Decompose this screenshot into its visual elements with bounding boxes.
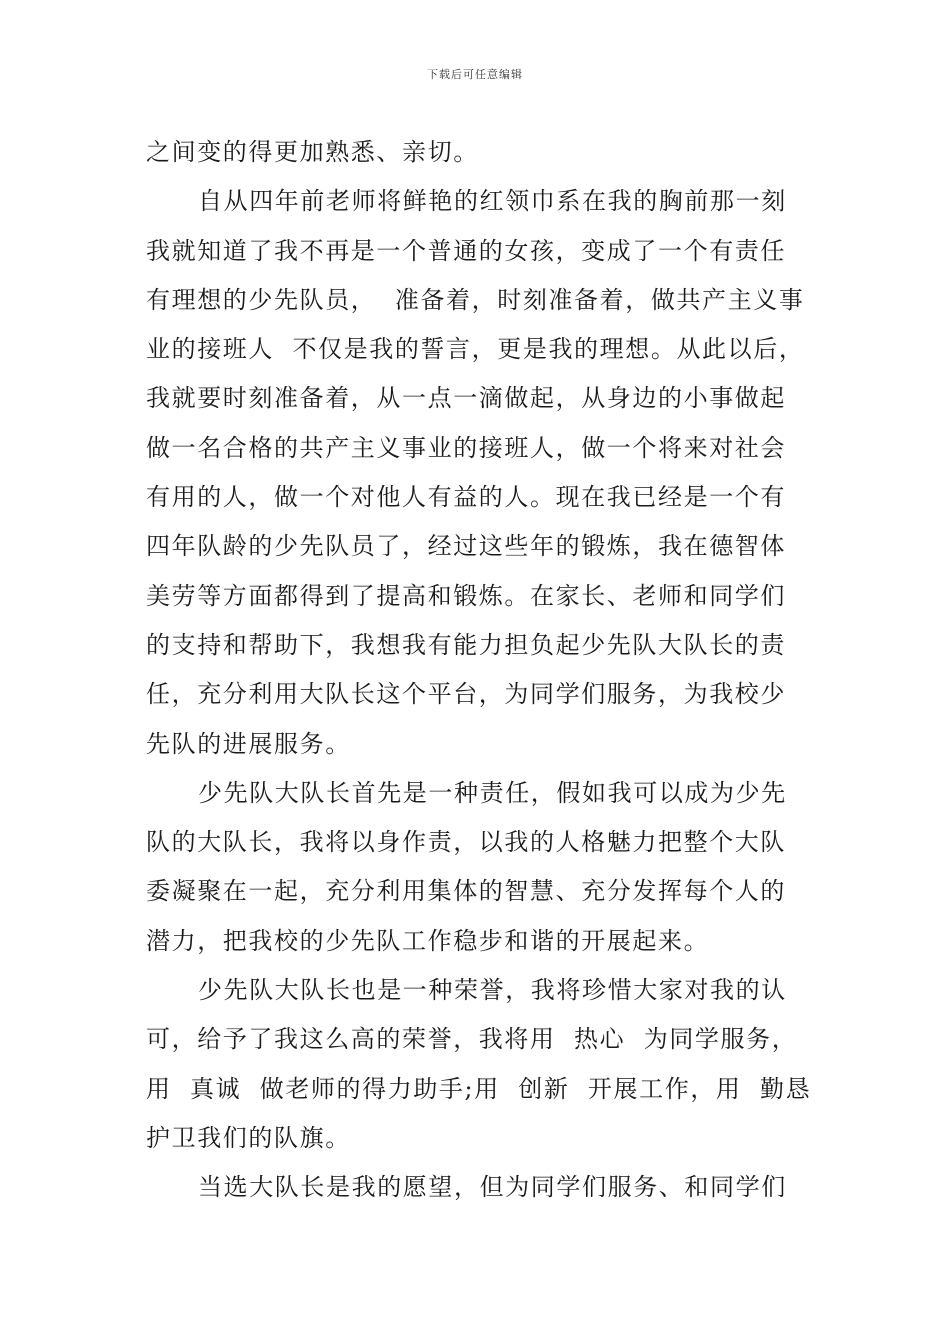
text-line: 做一名合格的共产主义事业的接班人，做一个将来对社会 bbox=[146, 433, 786, 462]
text-line: 任，充分利用大队长这个平台，为同学们服务，为我校少 bbox=[146, 680, 786, 709]
text-line: 委凝聚在一起，充分利用集体的智慧、充分发挥每个人的 bbox=[146, 877, 786, 906]
text-line: 我就知道了我不再是一个普通的女孩，变成了一个有责任 bbox=[146, 236, 786, 265]
text-line: 先队的进展服务。 bbox=[146, 729, 351, 758]
text-line: 我就要时刻准备着，从一点一滴做起，从身边的小事做起 bbox=[146, 384, 786, 413]
text-line: 四年队龄的少先队员了，经过这些年的锻炼，我在德智体 bbox=[146, 532, 786, 561]
text-line: 的支持和帮助下，我想我有能力担负起少先队大队长的责 bbox=[146, 630, 786, 659]
text-line: 自从四年前老师将鲜艳的红领巾系在我的胸前那一刻 bbox=[198, 187, 787, 216]
text-line: 有用的人，做一个对他人有益的人。现在我已经是一个有 bbox=[146, 483, 786, 512]
text-line: 少先队大队长也是一种荣誉，我将珍惜大家对我的认 bbox=[198, 976, 787, 1005]
text-line: 美劳等方面都得到了提高和锻炼。在家长、老师和同学们 bbox=[146, 581, 786, 610]
text-line: 潜力，把我校的少先队工作稳步和谐的开展起来。 bbox=[146, 926, 710, 955]
text-line: 可，给予了我这么高的荣誉，我将用 热心 为同学服务， bbox=[146, 1025, 798, 1054]
text-line: 业的接班人 不仅是我的誓言，更是我的理想。从此以后， bbox=[146, 335, 805, 364]
text-line: 护卫我们的队旗。 bbox=[146, 1123, 351, 1152]
text-line: 之间变的得更加熟悉、亲切。 bbox=[146, 138, 479, 166]
text-line: 队的大队长，我将以身作责，以我的人格魅力把整个大队 bbox=[146, 828, 786, 857]
document-body bbox=[146, 128, 812, 1213]
text-line: 用 真诚 做老师的得力助手;用 创新 开展工作，用 勤恳 bbox=[146, 1074, 812, 1103]
text-line: 有理想的少先队员， 准备着，时刻准备着，做共产主义事 bbox=[146, 285, 805, 314]
text-line: 当选大队长是我的愿望，但为同学们服务、和同学们 bbox=[198, 1173, 787, 1202]
text-line: 少先队大队长首先是一种责任，假如我可以成为少先 bbox=[198, 778, 787, 807]
page-header: 下载后可任意编辑 bbox=[427, 68, 523, 81]
